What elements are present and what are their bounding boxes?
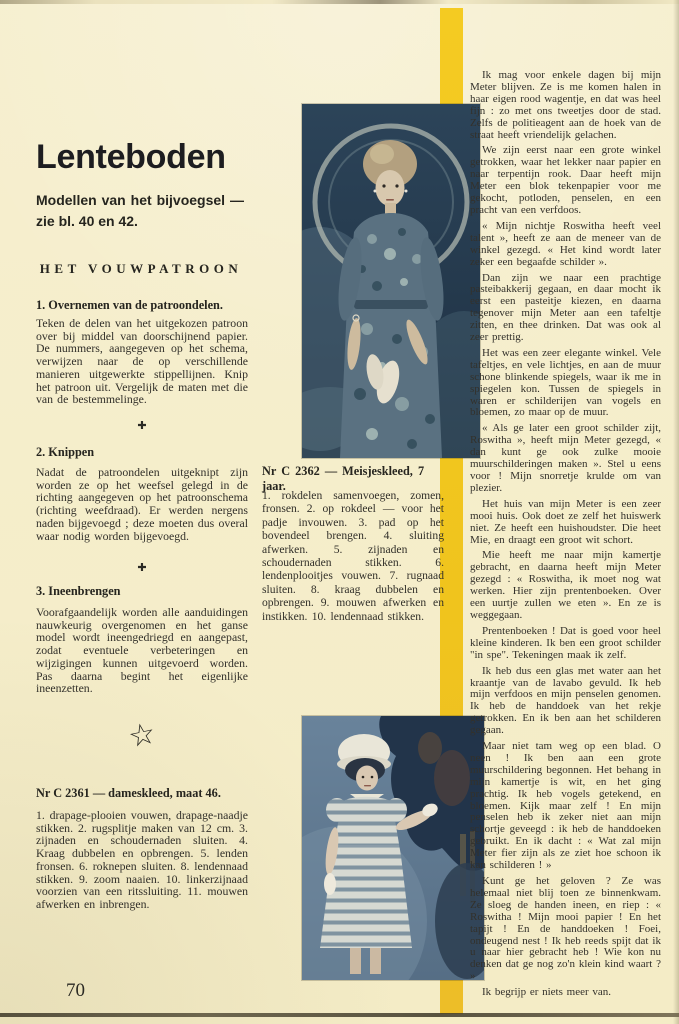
- story-paragraph: Ik begrijp er niets meer van.: [482, 986, 612, 999]
- story-paragraph: Dan zijn we naar een prachtige pasteibakkerij gegaan, en daar mocht ik eerst een pasteitje kiezen, en daarna tegenover mijn Meter aan een tafeltje zitten, en thee drinken. Dat was ook al zeer prettig.: [470, 271, 661, 344]
- story-paragraph: Mie heeft me naar mijn kamertje gebracht, en daarna heeft mijn Meter gezegd : « Roswitha, ik moet nog wat werken. Hier zijn prentenboeken. Over een uurtje zullen we eten ». En ze is weggegaan.: [470, 549, 661, 621]
- story-paragraph: « Als ge later een groot schilder zijt, Roswitha », heeft mijn Meter gezegd, « dan kunt ge ook zulke mooie muurschilderingen maken ». Stel u eens voor ! Mijn snorretje krulde om van plezier.: [470, 422, 661, 494]
- page-top-edge: [0, 0, 679, 4]
- step-2-body: Nadat de patroondelen uitgeknipt zijn worden ze op het weefsel gelegd in de richting aangegeven op het patroonschema (richting weefdraad). Er werden nergens naden bijgevoegd ; deze moeten dus overal waar nodig worden bijgevoegd.: [36, 465, 248, 543]
- photo-woman-illustration: [302, 104, 480, 458]
- pattern-c2361-body: 1. drapage-plooien vouwen, drapage-naadje stikken. 2. rugsplitje maken van 12 cm. 3. zijnaden en schoudernaden sluiten. 4. Kraag dubbelen en opbrengen. 5. lenden fronsen. 6. roknepen sluiten. 8. lendennaad stikken. 9. zoom naaien. 10. linkerzijnaad voorzien van een ritssluiting. 11. mouwen afwerken en inbrengen.: [36, 808, 248, 911]
- pattern-c2362-heading: Nr C 2362 — Meisjeskleed, 7 jaar.: [262, 464, 425, 493]
- story-paragraph: « Mijn nichtje Roswitha heeft veel talent », heeft ze aan de meneer van de winkel gezegd. « Het kind wordt later zeker een begaafde schilder ».: [470, 219, 661, 268]
- photo-woman-floral-dress: [302, 104, 480, 458]
- pattern-c2362-body: 1. rokdelen samenvoegen, zomen, fronsen. 2. op rokdeel — voor het padje invouwen. 3. pad op het bovendeel brengen. 4. sluiting afwerken. 5. zijnaden en schoudernaden stikken. 6. lendenplooitjes vouwen. 7. rugnaad sluiten. 8. kraag dubbelen en opbrengen. 9. mouwen afwerken en instikken. 10. lendennaad stikken.: [262, 489, 444, 623]
- photo-girl-striped-dress: [302, 716, 484, 980]
- pattern-c2361-heading: Nr C 2361 — dameskleed, maat 46.: [36, 786, 221, 800]
- step-3-body: Voorafgaandelijk worden alle aanduidingen nauwkeurig overgenomen en het ganse model wordt ineengedriegd en aangepast, zodat eventuele verbeteringen en wijzigingen kunnen uitgevoerd worden. Pas daarna begint het eigenlijke ineenzetten.: [36, 605, 248, 696]
- step-1-heading: 1. Overnemen van de patroondelen.: [36, 298, 223, 312]
- story-paragraph: Kunt ge het geloven ? Ze was helemaal niet blij toen ze binnenkwam. Ze sloeg de handen ineen, en riep : « Roswitha ! Mijn mooi papier ! En het tapijt ! En de handdoeken ! Foei, ondeugend nest ! Ik heb reeds spijt dat ik u naar hier gebracht heb ! Wie kon nu denken dat ge nog zo'n klein kind waart ? »: [470, 875, 661, 983]
- cross-divider-icon: ✚: [137, 420, 147, 432]
- page-bottom-edge: [0, 1013, 679, 1017]
- step-1-body: Teken de delen van het uitgekozen patroon over bij middel van doorschijnend papier. De nummers, aangegeven op het schema, verwijzen naar de op verschillende manieren uitgewerkte stippellijnen. Knip het patroon uit. Vergelijk de maten met die van de bestemmelinge.: [36, 316, 248, 407]
- page-title: Lenteboden: [36, 138, 226, 176]
- story-paragraph: Maar niet tam weg op een blad. O neen ! Ik ben aan een grote muurschildering begonnen. Het behang in mijn kamertje is wit, en het ging prachtig. Ik heb vogels getekend, en bloemen. Kijk maar zelf ! En mijn penselen heb ik zeker niet aan mijn schortje geveegd : ik heb de handdoeken gebruikt. En ik dacht : « Wat zal mijn Meter fier zijn als ze ziet hoe schoon ik kan schilderen ! »: [470, 740, 661, 872]
- photo-girl-illustration: [302, 716, 484, 980]
- page-number: 70: [66, 980, 85, 1001]
- cross-divider-icon: ✚: [137, 562, 147, 574]
- story-paragraph: We zijn eerst naar een grote winkel getrokken, waar het lekker naar papier en naar terpentijn rook. Daar heeft mijn Meter een blok tekenpapier voor me gekocht, potloden, penselen, en een pracht van een verfdoos.: [470, 144, 661, 216]
- story-paragraph: Ik heb dus een glas met water aan het kraantje van de lavabo gevuld. Ik heb mijn verfdoos en mijn penselen genomen. Ik heb de handdoek van het rekje getrokken. En ik ben aan het schilderen gegaan.: [470, 664, 661, 737]
- step-2-heading: 2. Knippen: [36, 445, 95, 459]
- story-column: [470, 70, 661, 1003]
- story-paragraph: Het huis van mijn Meter is een zeer mooi huis. Ook doet ze zelf het huiswerk niet. Ze heeft een huishoudster. Die heet Mie, en draagt een groot wit schort.: [470, 497, 661, 546]
- page-right-edge: [673, 0, 679, 1024]
- section-heading-vouwpatroon: HET VOUWPATROON: [39, 261, 243, 276]
- story-paragraph: Prentenboeken ! Dat is goed voor heel kleine kinderen. Ik ben een groot schilder "in spe". Tekeningen maak ik zelf.: [470, 624, 661, 661]
- story-paragraph: Het was een zeer elegante winkel. Vele tafeltjes, en vele lichtjes, en aan de muur schone blinkende spiegels, waar ik me in spiegelen kon. Tussen de spiegels in waren er schilderijen van vogels en bloemen, zo maar op de muur.: [470, 346, 661, 419]
- step-3-heading: 3. Ineenbrengen: [36, 584, 121, 598]
- story-paragraph: Ik mag voor enkele dagen bij mijn Meter blijven. Ze is me komen halen in haar eigen rood wagentje, en dat was heel fijn : zo met ons tweetjes door de stad. Zelfs de politieagent aan de hoek van de straat heeft vriendelijk gelachen.: [470, 69, 661, 141]
- subtitle: Modellen van het bijvoegsel — zie bl. 40 en 42.: [36, 192, 244, 229]
- star-icon: ☆: [125, 716, 159, 755]
